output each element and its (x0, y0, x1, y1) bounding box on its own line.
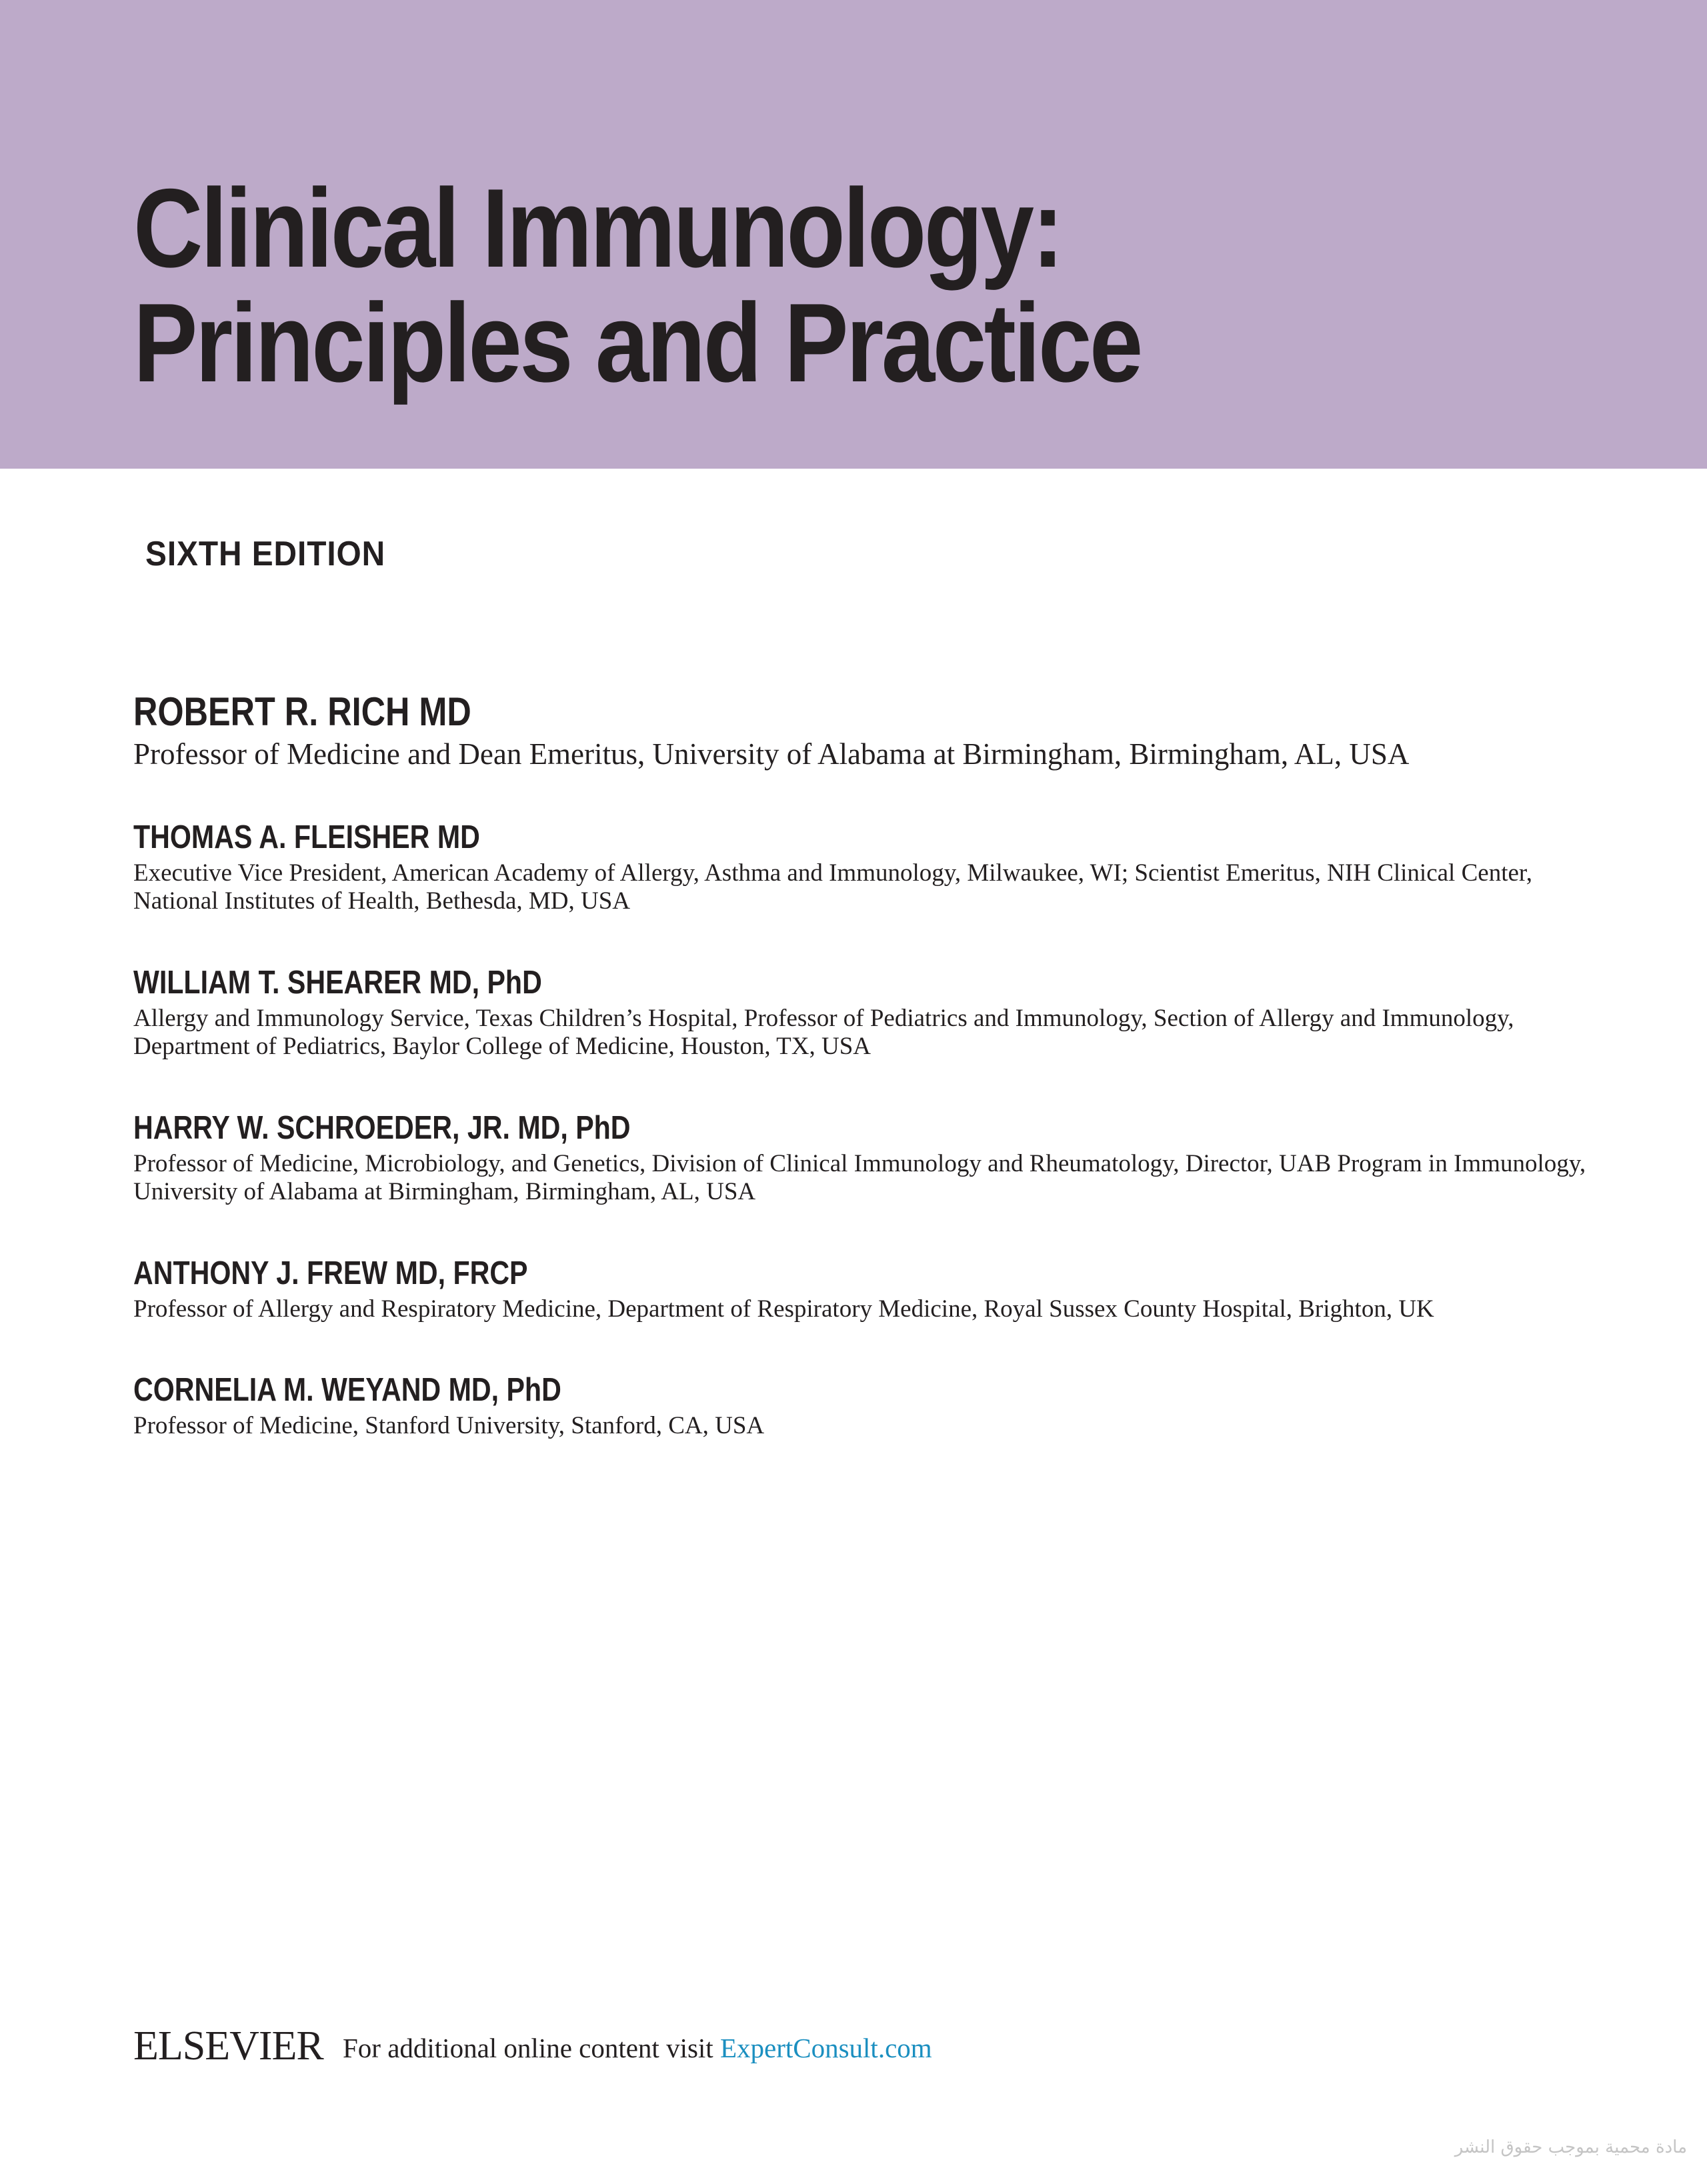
author-affiliation: Professor of Medicine and Dean Emeritus, University of Alabama at Birmingham, Birmingham, AL, USA (133, 737, 1410, 771)
author-name: WILLIAM T. SHEARER MD, PhD (133, 965, 542, 1001)
author-name: ROBERT R. RICH MD (133, 689, 471, 734)
title-band (0, 0, 1707, 469)
online-content-text: For additional online content visit (343, 2033, 720, 2063)
author-affiliation: Professor of Medicine, Microbiology, and Genetics, Division of Clinical Immunology and Rheumatology, Director, UAB Program in Immunology, University of Alabama at Birmingham, Birmingham, AL, USA (133, 1150, 1586, 1205)
copyright-watermark: مادة محمية بموجب حقوق النشر (1454, 2137, 1687, 2157)
author-name: HARRY W. SCHROEDER, JR. MD, PhD (133, 1110, 631, 1146)
author-affiliation: Professor of Medicine, Stanford University, Stanford, CA, USA (133, 1412, 765, 1439)
author-name: THOMAS A. FLEISHER MD (133, 819, 480, 855)
author-name: CORNELIA M. WEYAND MD, PhD (133, 1372, 561, 1408)
expertconsult-link[interactable]: ExpertConsult.com (719, 2033, 932, 2063)
book-title-line-2: Principles and Practice (133, 280, 1141, 405)
online-content-note (343, 2035, 932, 2062)
author-affiliation: Professor of Allergy and Respiratory Medicine, Department of Respiratory Medicine, Royal Sussex County Hospital, Brighton, UK (133, 1295, 1434, 1323)
edition-label: SIXTH EDITION (145, 535, 386, 573)
author-name: ANTHONY J. FREW MD, FRCP (133, 1255, 528, 1291)
book-title-line-1: Clinical Immunology: (133, 165, 1062, 291)
publisher-logo: ELSEVIER (133, 2023, 323, 2069)
author-affiliation: Allergy and Immunology Service, Texas Children’s Hospital, Professor of Pediatrics and Immunology, Section of Allergy and Immunology, Department of Pediatrics, Baylor College of Medicine, Houston, TX, USA (133, 1005, 1514, 1060)
author-affiliation: Executive Vice President, American Academy of Allergy, Asthma and Immunology, Milwaukee, WI; Scientist Emeritus, NIH Clinical Center, National Institutes of Health, Bethesda, MD, USA (133, 859, 1532, 915)
